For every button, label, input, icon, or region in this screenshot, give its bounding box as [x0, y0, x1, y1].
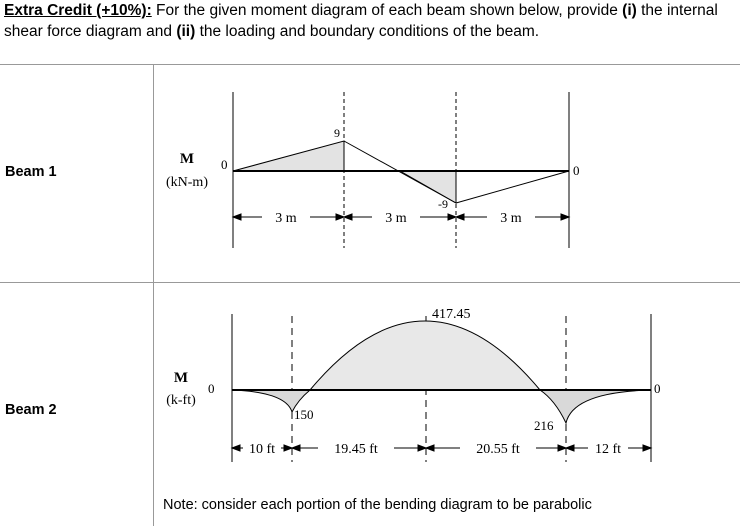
beam1-span-1: 3 m [275, 211, 297, 226]
beam1-axis-m: M [179, 151, 195, 167]
beam1-peak-pos: 9 [334, 126, 340, 140]
statement-text-3: the loading and boundary conditions of the beam. [195, 23, 540, 40]
beam2-span-4: 12 ft [594, 442, 622, 457]
beam1-axis-unit: (kN-m) [166, 175, 208, 190]
beam2-left-min: 150 [294, 407, 314, 422]
extra-credit-title: Extra Credit (+10%): [4, 2, 152, 19]
beam1-span-2: 3 m [385, 211, 407, 226]
beam2-axis-m: M [173, 370, 189, 386]
beam1-peak-neg: -9 [438, 197, 448, 211]
beam2-span-2: 19.45 ft [334, 442, 378, 457]
beam2-axis-unit: (k-ft) [166, 393, 196, 408]
beam2-peak: 417.45 [432, 307, 471, 322]
beam2-group [166, 307, 660, 462]
marker-ii: (ii) [176, 23, 196, 40]
beam1-label: Beam 1 [5, 164, 57, 180]
beam2-span-1: 10 ft [248, 442, 276, 457]
beam1-span-3: 3 m [500, 211, 522, 226]
note-text: Note: consider each portion of the bending diagram to be parabolic [163, 497, 592, 513]
statement-text-1: For the given moment diagram of each beam shown below, provide [151, 2, 623, 19]
beam2-label: Beam 2 [5, 402, 57, 418]
marker-i: (i) [622, 2, 637, 19]
beam2-zero-right: 0 [654, 381, 661, 396]
beam2-span-3: 20.55 ft [476, 442, 520, 457]
beam2-right-min: 216 [534, 418, 554, 433]
statement-text-2: the internal shear force diagram and [4, 2, 718, 40]
beam1-zero-right: 0 [573, 163, 580, 178]
beam2-zero-left: 0 [208, 381, 215, 396]
beam1-zero-left: 0 [221, 157, 228, 172]
